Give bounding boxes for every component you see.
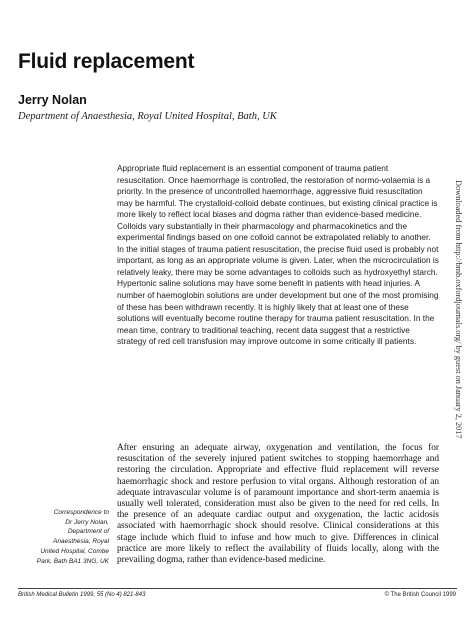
correspondence-line: Park, Bath BA1 3NG, UK: [36, 557, 109, 565]
footer-citation: British Medical Bulletin 1999, 55 (No 4) 821-843: [18, 592, 146, 598]
correspondence-line: United Hospital, Combe: [40, 547, 109, 555]
correspondence-address: [18, 508, 109, 566]
author-affiliation: Department of Anaesthesia, Royal United Hospital, Bath, UK: [18, 111, 277, 122]
author-name: Jerry Nolan: [18, 93, 87, 107]
correspondence-line: Department of: [67, 528, 109, 536]
footer-divider: [18, 588, 457, 589]
download-watermark: Downloaded from http://bmb.oxfordjournals.org/ by guest on January 2, 2017: [454, 180, 463, 439]
correspondence-line: Anaesthesia, Royal: [52, 538, 109, 546]
body-paragraph: After ensuring an adequate airway, oxygenation and ventilation, the focus for resuscitation of the severely injured patient switches to stopping haemorrhage and restoring the circulation. Appropriate and effective fluid replacement will reverse haemorrhagic shock and restore perfusion to vital organs. Although restoration of an adequate intravascular volume is of paramount importance and short-term anaemia is usually well tolerated, consideration must also be given to the need for red cells. In the presence of an adequate cardiac output and oxygenation, the lactic acidosis associated with haemorrhagic shock should resolve. Clinical considerations at this stage include which fluid to infuse and how much to give. Differences in clinical practice are more likely to reflect the availability of fluids locally, along with the prevailing dogma, rather than evidence-based medicine.: [117, 443, 439, 566]
footer-copyright: © The British Council 1999: [384, 592, 456, 598]
correspondence-line: Dr Jerry Nolan,: [65, 518, 109, 526]
abstract: Appropriate fluid replacement is an essential component of trauma patient resuscitation. Once haemorrhage is controlled, the restoration of normo-volaemia is a priority. In the presence of uncontrolled haemorrhage, aggressive fluid resuscitation may be harmful. The crystalloid-colloid debate continues, but existing clinical practice is more likely to reflect local biases and dogma rather than evidence-based medicine. Colloids vary substantially in their pharmacology and pharmacokinetics and the experimental findings based on one colloid cannot be extrapolated reliably to another. In the initial stages of trauma patient resuscitation, the precise fluid used is probably not important, as long as an appropriate volume is given. Later, when the microcirculation is relatively leaky, there may be some advantages to colloids such as hydroxyethyl starch. Hypertonic saline solutions may have some benefit in patients with head injuries. A number of haemoglobin solutions are under development but one of the most promising of these has been withdrawn recently. It is highly likely that at least one of these solutions will eventually become routine therapy for trauma patient resuscitation. In the mean time, contrary to traditional teaching, recent data suggest that a restrictive strategy of red cell transfusion may improve outcome in some critically ill patients.: [117, 163, 439, 347]
article-title: Fluid replacement: [18, 50, 195, 73]
correspondence-line: Correspondence to: [53, 509, 109, 516]
